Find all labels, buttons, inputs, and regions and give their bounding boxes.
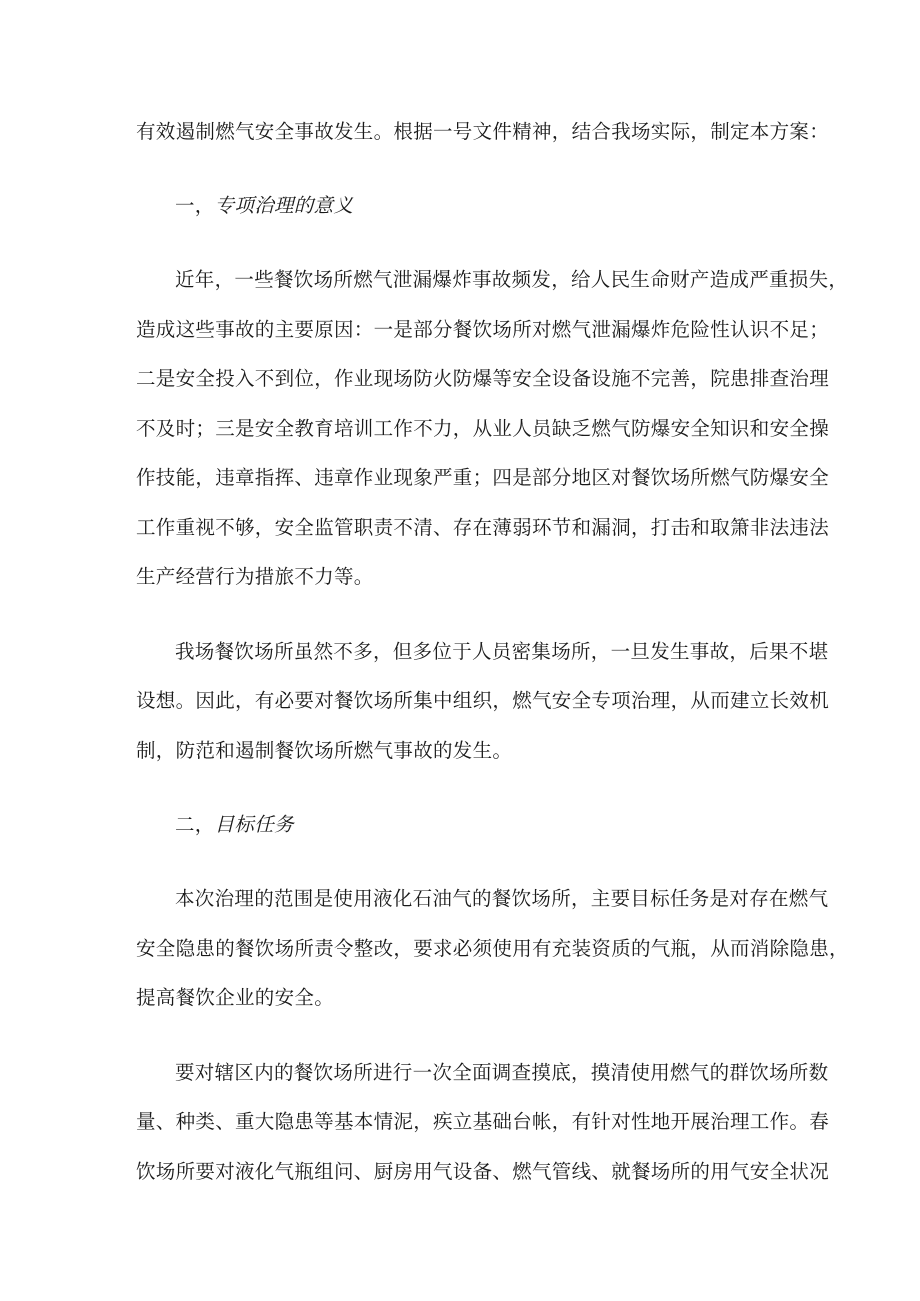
paragraph-line: 量、种类、重大隐患等基本情泥，疾立基础台帐，有针对性地开展治理工作。春 (136, 1110, 830, 1133)
section-heading-1 (175, 193, 920, 219)
section-heading-2 (175, 812, 920, 838)
paragraph-line: 不及时；三是安全教育培训工作不力，从业人员缺乏燃气防爆安全知识和安全操 (136, 417, 830, 440)
paragraph-line: 设想。因此，有必要对餐饮场所集中组织，燃气安全专项治理，从而建立长效机 (136, 689, 830, 712)
paragraph-line: 饮场所要对液化气瓶组问、厨房用气设备、燃气管线、就餐场所的用气安全状况 (136, 1160, 830, 1183)
paragraph-line: 提高餐饮企业的安全。 (136, 986, 335, 1009)
paragraph-line: 二是安全投入不到位，作业现场防火防爆等安全设备设施不完善，院患排查治理 (136, 367, 830, 390)
paragraph-line: 造成这些事故的主要原因：一是部分餐饮场所对燃气泄漏爆炸危险性认识不足； (136, 318, 830, 341)
paragraph-line: 工作重视不够，安全监管职责不清、存在薄弱环节和漏洞，打击和取箫非法违法 (136, 516, 830, 539)
paragraph-line: 要对辖区内的餐饮场所进行一次全面调查摸底，摸清使用燃气的群饮场所数 (175, 1061, 829, 1084)
paragraph-line: 近年，一些餐饮场所燃气泄漏爆炸事故频发，给人民生命财产造成严重损失， (175, 268, 849, 291)
paragraph-line: 生产经营行为措旅不力等。 (136, 565, 374, 588)
intro-line: 有效遏制燃气安全事故发生。根据一号文件精神，结合我场实际，制定本方案： (136, 120, 830, 143)
paragraph-line: 作技能，违章指挥、违章作业现象严重；四是部分地区对餐饮场所燃气防爆安全 (136, 466, 830, 489)
paragraph-line: 我场餐饮场所虽然不多，但多位于人员密集场所，一旦发生事故，后果不堪 (175, 640, 829, 663)
paragraph-line: 制，防范和遏制餐饮场所燃气事故的发生。 (136, 739, 513, 762)
section-title: 专项治理的意义 (214, 194, 354, 217)
paragraph-line: 安全隐患的餐饮场所责令整改，要求必须使用有充装资质的气瓶，从而消除隐患， (136, 937, 849, 960)
section-title: 目标任务 (214, 813, 294, 836)
section-number: 二， (175, 813, 215, 836)
section-number: 一， (175, 194, 215, 217)
paragraph-line: 本次治理的范围是使用液化石油气的餐饮场所，主要目标任务是对存在燃气 (175, 887, 829, 910)
